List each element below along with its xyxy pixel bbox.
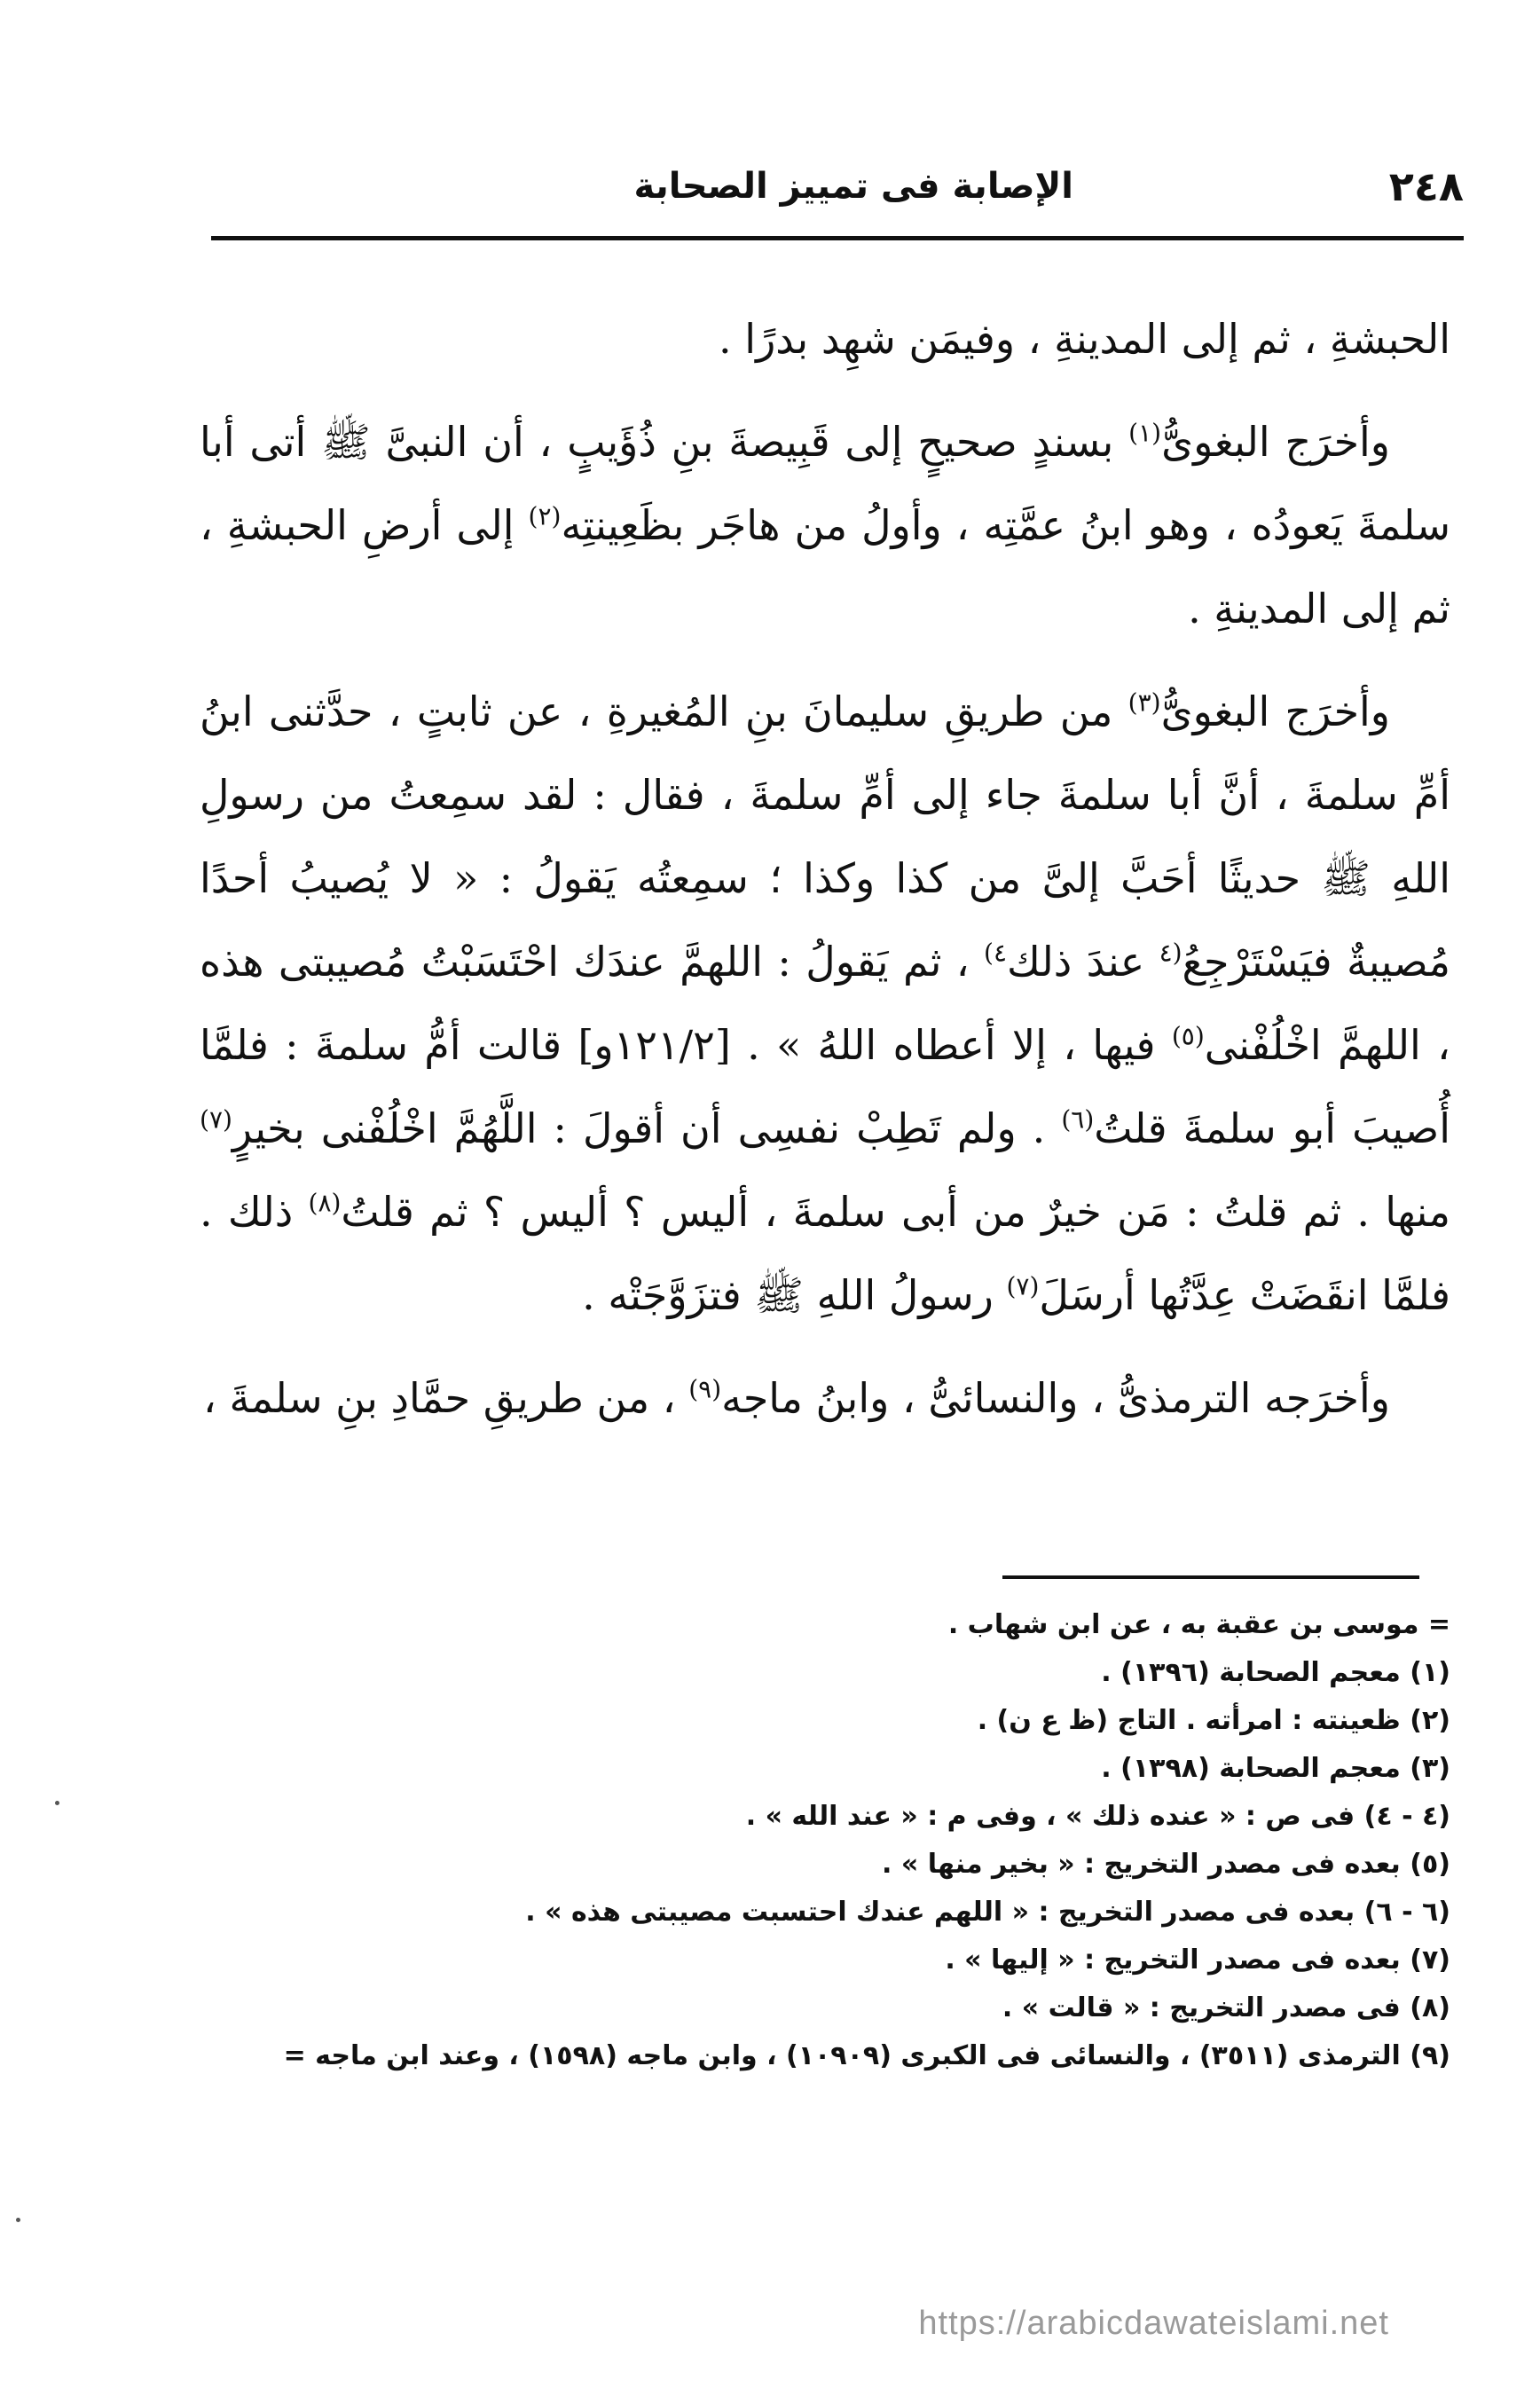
paragraph-text: وأخرَج البغوىُّ	[1160, 687, 1390, 735]
paragraph-text: عندَ ذلك	[1007, 938, 1159, 986]
footnote-reference: (٨)	[308, 1188, 342, 1218]
paragraph	[200, 670, 1450, 1337]
paragraph-text: رسولُ اللهِ ﷺ فتزَوَّجَتْه .	[582, 1271, 1007, 1319]
paragraph-text: ، من طريقِ حمَّادِ بنِ سلمةَ ،	[202, 1374, 689, 1422]
footnote: = موسى بن عقبة به ، عن ابن شهاب .	[947, 1609, 1450, 1640]
footnote-reference: ٤)	[984, 938, 1008, 968]
paragraph-text: بسندٍ صحيحٍ إلى قَبِيصةَ بنِ ذُؤَيبٍ ، أن النبىَّ ﷺ أتى أبا سلمةَ يَعودُه ، وهو ابنُ عمَّتِه ، وأولُ من هاجَر بظَعِينتِه	[200, 418, 1450, 549]
page-header	[211, 160, 1464, 222]
footnote-reference: (٩)	[688, 1374, 722, 1404]
footnote-reference: (٤	[1159, 938, 1182, 968]
paragraph-text: ذلك . فلمَّا انقَضَتْ عِدَّتُها أرسَلَ	[200, 1188, 1450, 1319]
footnote: (١) معجم الصحابة (١٣٩٦) .	[1101, 1657, 1450, 1688]
footnote: (٩) الترمذى (٣٥١١) ، والنسائى فى الكبرى (١٠٩٠٩) ، وابن ماجه (١٥٩٨) ، وعند ابن ماجه =	[283, 2040, 1450, 2071]
main-text	[200, 297, 1450, 1459]
running-title: الإصابة فى تمييز الصحابة	[633, 166, 1073, 207]
paragraph-text: وأخرَج البغوىُّ	[1161, 418, 1391, 466]
scan-speck	[55, 1801, 59, 1805]
paragraph	[200, 400, 1450, 650]
paragraph	[200, 1356, 1450, 1440]
footnote-reference: (٢)	[528, 501, 562, 531]
footnote: (٧) بعده فى مصدر التخريج : « إليها » .	[945, 1944, 1450, 1976]
footnote-reference: (١)	[1128, 418, 1162, 448]
paragraph-text: إلى أرضِ الحبشةِ ، ثم إلى المدينةِ .	[200, 501, 1450, 632]
footnote: (٢) ظعينته : امرأته . التاج (ظ ع ن) .	[977, 1705, 1450, 1736]
paragraph-text: . ولم تَطِبْ نفسِى أن أقولَ : اللَّهُمَّ اخْلُفْنى بخيرٍ	[232, 1104, 1062, 1152]
footnote: (٣) معجم الصحابة (١٣٩٨) .	[1101, 1753, 1450, 1784]
footnote-separator	[1002, 1575, 1419, 1579]
footnote: (٤ - ٤) فى ص : « عنده ذلك » ، وفى م : « عند الله » .	[745, 1801, 1450, 1832]
header-rule	[211, 236, 1464, 240]
paragraph-text: منها . ثم قلتُ : مَن خيرٌ من أبى سلمةَ ، أليس ؟ أليس ؟ ثم قلتُ	[341, 1188, 1450, 1236]
paragraph-text: وأخرَجه الترمذىُّ ، والنسائىُّ ، وابنُ ماجه	[721, 1374, 1390, 1422]
footnote: (٨) فى مصدر التخريج : « قالت » .	[1002, 1992, 1450, 2023]
footnotes	[200, 1601, 1450, 2080]
footnote: (٥) بعده فى مصدر التخريج : « بخير منها » .	[882, 1849, 1450, 1880]
page-number: ٢٤٨	[1388, 162, 1464, 210]
paragraph	[200, 297, 1450, 381]
footnote-reference: (٦)	[1061, 1104, 1095, 1135]
paragraph-text: من طريقِ سليمانَ بنِ المُغيرةِ ، عن ثابتٍ ، حدَّثنى ابنُ أمِّ سلمةَ ، أنَّ أبا سلمةَ جاء إلى أمِّ سلمةَ ، فقال : لقد سمِعتُ من رسولِ اللهِ ﷺ حديثًا أحَبَّ إلىَّ من كذا وكذا ؛ سمِعتُه يَقولُ : « لا يُصيبُ أحدًا مُصيبةٌ فيَسْتَرْجِعُ	[200, 687, 1450, 986]
footnote-reference: (٥)	[1171, 1021, 1205, 1051]
footnote-reference: (٣)	[1128, 687, 1161, 718]
paragraph-text: فيها ، إلا أعطاه اللهُ » . [١٢١/٢و] قالت أمُّ سلمةَ : فلمَّا أُصيبَ أبو سلمةَ قلتُ	[200, 1021, 1450, 1152]
footnote-reference: (٧)	[200, 1104, 232, 1135]
scan-speck	[16, 2218, 20, 2222]
watermark: https://arabicdawateislami.net	[918, 2305, 1389, 2342]
footnote: (٦ - ٦) بعده فى مصدر التخريج : « اللهم عندك احتسبت مصيبتى هذه » .	[525, 1897, 1450, 1928]
paragraph-text: ، ثم يَقولُ : اللهمَّ عندَك احْتَسَبْتُ مُصيبتى هذه ، اللهمَّ اخْلُفْنى	[200, 938, 1451, 1069]
paragraph-text: الحبشةِ ، ثم إلى المدينةِ ، وفيمَن شهِد بدرًا .	[719, 315, 1450, 363]
footnote-reference: (٧)	[1006, 1271, 1040, 1301]
